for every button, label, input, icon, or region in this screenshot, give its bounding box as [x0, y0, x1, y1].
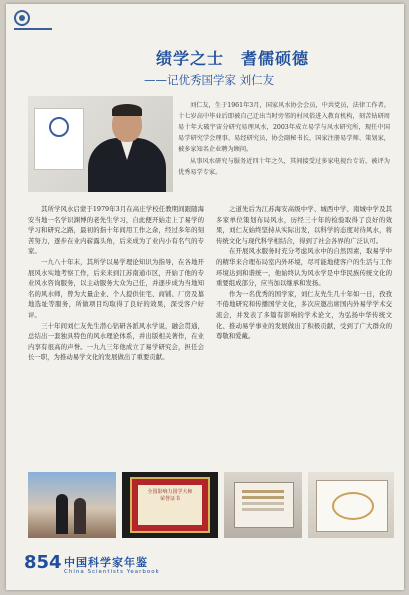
body-column-right — [216, 204, 392, 342]
article-subtitle: ——记优秀国学家 刘仁友 — [144, 73, 275, 87]
outdoor-photo — [28, 472, 116, 538]
body-paragraph: 之道先后为江苏海安高级中学、城西中学、南城中学及其多家单位策划布局风水，历经三十年的检验取得了良好的效果，刘仁友始终坚持从实际出发，以科学的态度对待风水，将传统文化与现代科学相结合，得到了社会各界的广泛认可。 — [216, 205, 392, 245]
magazine-page — [6, 4, 404, 590]
person-figure — [88, 104, 166, 192]
bio-paragraph: 刘仁友，生于1961年3月，国家风水协会会员，中共党员，法律工作者。十七岁高中毕业后即被自己迁出当时旁邻的村风俗进入教育机构，刻苦钻研周易十年大破宇宙分研究易理风水，2003年成立易学与风水研究所，现任中国易学研究学会理事、易经研究员，协会副秘书长，国家注册易学师、策划家，被多家知名企业聘为顾问。 — [178, 102, 390, 153]
body-paragraph: 其所学风水启蒙于1979年3月在高庄学校任教期间跟随海安当地一名学识渊博的老先生学习，自此便开始走上了易学的学习和研究之路，最初的指十年间用工作之余，经过多年的刻苦努力，逐步在业内崭露头角，后来成为了业内小有名气的专家。 — [28, 205, 204, 256]
award-photo — [224, 472, 302, 538]
photo-strip — [28, 472, 394, 542]
certificate-text — [138, 485, 202, 525]
bio-block — [178, 100, 390, 179]
yearbook-title: 中国科学家年鉴 — [64, 556, 148, 569]
plaque-image — [34, 108, 84, 170]
page-footer — [24, 552, 384, 582]
body-paragraph: 一九八十年末，其所学以易学理论知识为指导，在各地开展风水实地考察工作，后来来到江苏南通市区，开始了他的专业风水咨询服务，以主动服务大众为己任，并逐步成为当地知名的风水师，曾为大量企业、个人提供住宅、商铺、厂房及墓地选址等服务，所做项目均取得了良好的效果，深受客户好评。 — [28, 257, 204, 319]
body-paragraph: 三十年间刘仁友先生潜心钻研各派风水学说，融会贯通，总结出一套独具特色的风水理论体系，并出版相关著作，在业内享有很高的声誉。一九九三年他成立了易学研究会，担任会长一职，为推动易学文化的发展做出了重要贡献。 — [28, 321, 204, 362]
bio-paragraph: 从事风水研究与服务近四十年之久，其间接受过多家电视台专访，被评为优秀易学专家。 — [178, 158, 390, 176]
document-photo — [308, 472, 394, 538]
article-title: 绩学之士 耆儒硕德 — [156, 49, 310, 68]
portrait-photo — [28, 96, 173, 192]
certificate-line: 荣誉证书 — [159, 496, 180, 502]
body-paragraph: 作为一名优秀的国学家，刘仁友先生几十年如一日，孜孜不倦地研究和传播国学文化，多次应邀出席国内外易学学术交流会，并发表了多篇有影响的学术论文，为弘扬中华传统文化、推动易学事业的发展做出了积极贡献，受到了广大群众的尊敬和爱戴。 — [216, 289, 392, 341]
body-paragraph: 在开展风水服务时充分考虑风水中的自然因素，取易学中的精华来合理布局室内外环境，尽可能地使客户的生活与工作环境达到和谐统一，他始终认为风水学是中华民族传统文化的重要组成部分，应当加以继承和发扬。 — [216, 247, 392, 288]
certificate-frame — [130, 477, 210, 533]
page-number: 854 — [24, 552, 62, 573]
body-column-left — [28, 204, 204, 363]
yearbook-subtitle: China Scientists Yearbook — [64, 569, 160, 575]
certificate-line: 全国影响力国学大师 — [147, 489, 193, 495]
emblem-icon — [14, 10, 30, 26]
publication-logo — [14, 10, 52, 30]
certificate-photo — [122, 472, 218, 538]
